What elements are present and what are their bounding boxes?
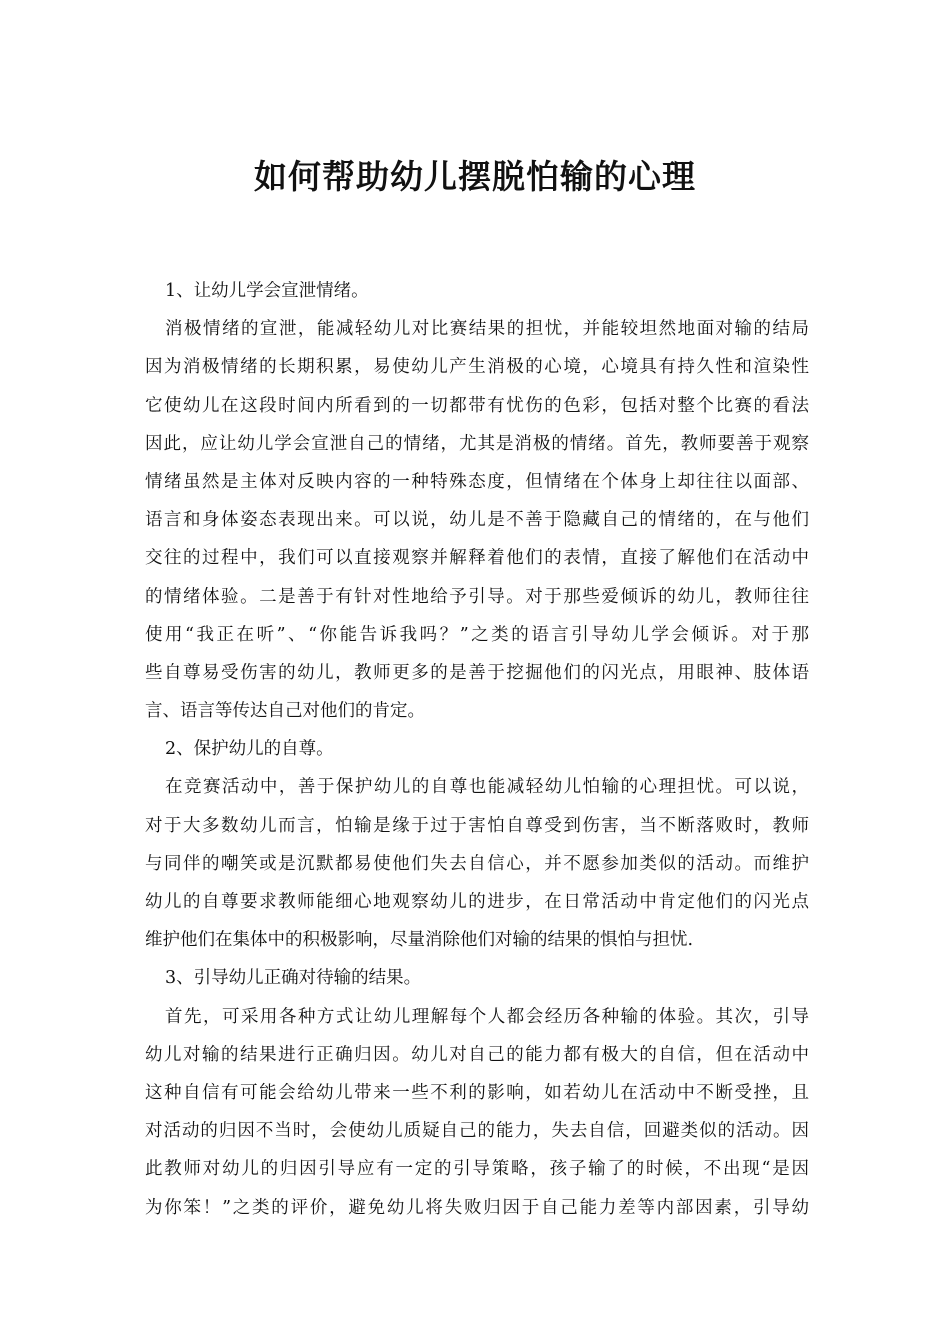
body-text bbox=[145, 272, 809, 1227]
paragraph-line: 对于大多数幼儿而言，怕输是缘于过于害怕自尊受到伤害，当不断落败时，教师 bbox=[145, 815, 809, 836]
paragraph-line: 这种自信有可能会给幼儿带来一些不利的影响，如若幼儿在活动中不断受挫，且 bbox=[145, 1082, 809, 1103]
paragraph-line: 消极情绪的宣泄，能减轻幼儿对比赛结果的担忧，并能较坦然地面对输的结局 bbox=[165, 319, 809, 340]
section-heading: 1、让幼儿学会宣泄情绪。 bbox=[165, 281, 369, 301]
paragraph-line: 在竞赛活动中，善于保护幼儿的自尊也能减轻幼儿怕输的心理担忧。可以说， bbox=[165, 777, 809, 798]
paragraph-line: 因为消极情绪的长期积累，易使幼儿产生消极的心境，心境具有持久性和渲染性 bbox=[145, 357, 809, 378]
paragraph-line: 交往的过程中，我们可以直接观察并解释着他们的表情，直接了解他们在活动中 bbox=[145, 548, 809, 569]
section-heading: 3、引导幼儿正确对待输的结果。 bbox=[165, 968, 422, 989]
paragraph-line: 对活动的归因不当时，会使幼儿质疑自己的能力，失去自信，回避类似的活动。因 bbox=[145, 1121, 809, 1142]
paragraph-line: 语言和身体姿态表现出来。可以说，幼儿是不善于隐藏自己的情绪的，在与他们 bbox=[145, 510, 809, 531]
paragraph-line: 幼儿的自尊要求教师能细心地观察幼儿的进步，在日常活动中肯定他们的闪光点 bbox=[145, 892, 809, 912]
paragraph-line: 此教师对幼儿的归因引导应有一定的引导策略，孩子输了的时候，不出现“是因 bbox=[145, 1159, 809, 1180]
section-heading: 2、保护幼儿的自尊。 bbox=[165, 739, 334, 760]
paragraph-line: 使用“我正在听”、“你能告诉我吗？”之类的语言引导幼儿学会倾诉。对于那 bbox=[145, 624, 809, 645]
paragraph-line: 幼儿对输的结果进行正确归因。幼儿对自己的能力都有极大的自信，但在活动中 bbox=[145, 1044, 809, 1065]
paragraph-line: 因此，应让幼儿学会宣泄自己的情绪，尤其是消极的情绪。首先，教师要善于观察 bbox=[145, 433, 809, 454]
paragraph-line: 它使幼儿在这段时间内所看到的一切都带有忧伤的色彩，包括对整个比赛的看法 bbox=[145, 395, 809, 416]
paragraph-line: 为你笨！”之类的评价，避免幼儿将失败归因于自己能力差等内部因素，引导幼 bbox=[145, 1197, 809, 1218]
paragraph-line: 与同伴的嘲笑或是沉默都易使他们失去自信心，并不愿参加类似的活动。而维护 bbox=[145, 853, 809, 874]
paragraph-line: 维护他们在集体中的积极影响，尽量消除他们对输的结果的惧怕与担忧. bbox=[145, 930, 694, 951]
paragraph-line: 首先，可采用各种方式让幼儿理解每个人都会经历各种输的体验。其次，引导 bbox=[165, 1006, 809, 1027]
paragraph-line: 情绪虽然是主体对反映内容的一种特殊态度，但情绪在个体身上却往往以面部、 bbox=[145, 471, 809, 492]
paragraph-line: 的情绪体验。二是善于有针对性地给予引导。对于那些爱倾诉的幼儿，教师往往 bbox=[145, 586, 809, 607]
page-title: 如何帮助幼儿摆脱怕输的心理 bbox=[254, 157, 696, 196]
paragraph-line: 些自尊易受伤害的幼儿，教师更多的是善于挖掘他们的闪光点，用眼神、肢体语 bbox=[145, 662, 809, 683]
paragraph-line: 言、语言等传达自己对他们的肯定。 bbox=[145, 701, 425, 722]
